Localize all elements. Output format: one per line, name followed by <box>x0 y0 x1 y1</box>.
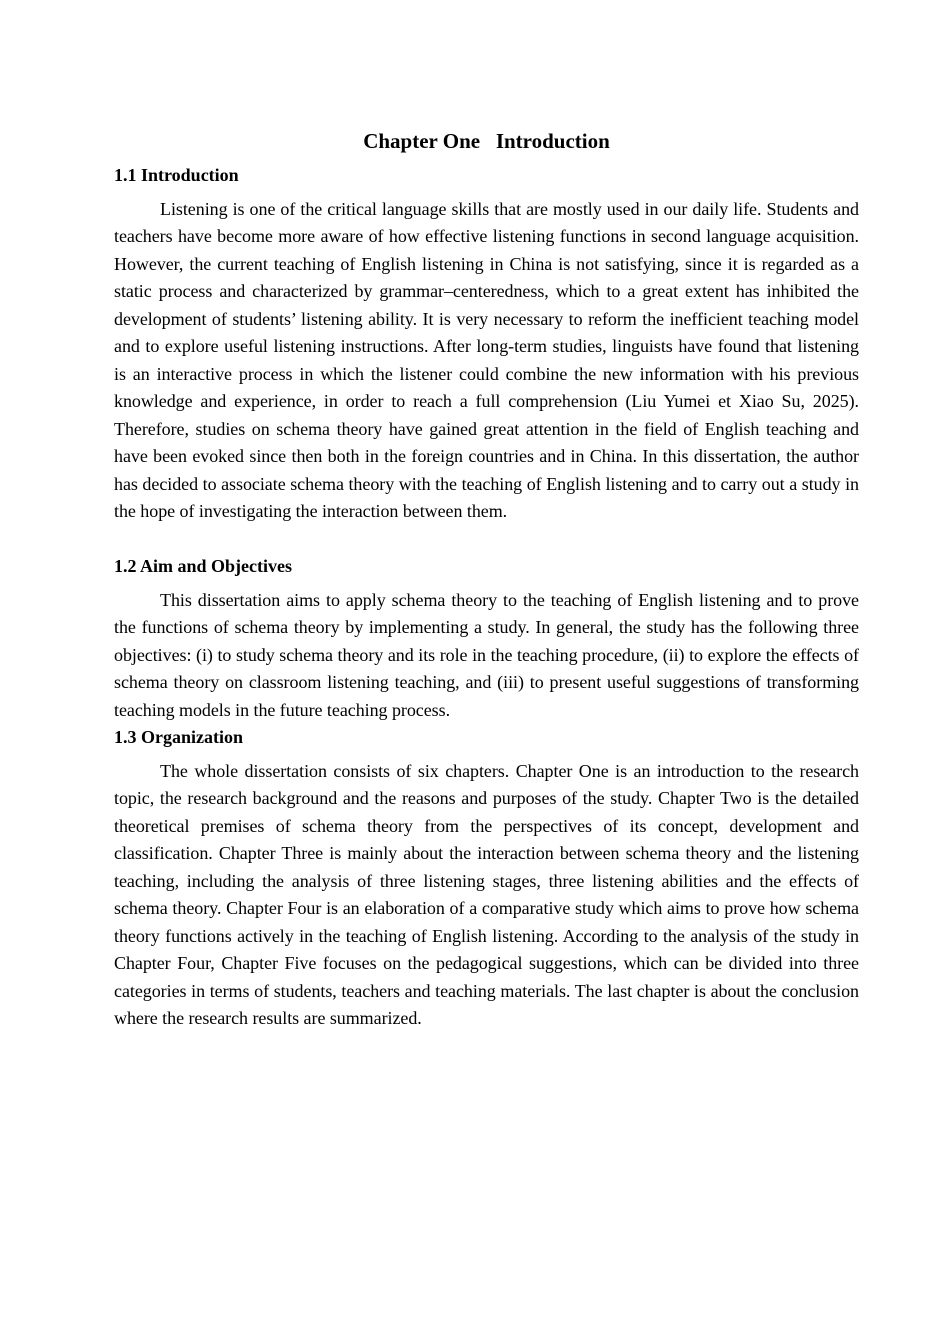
section-aim-and-objectives <box>114 553 859 724</box>
section-paragraph: Listening is one of the critical language skills that are mostly used in our daily life. Students and teachers have become more aware of how effective listening functions in second language acquisition. However, the current teaching of English listening in China is not satisfying, since it is regarded as a static process and characterized by grammar–centeredness, which to a great extent has inhibited the development of students’ listening ability. It is very necessary to reform the inefficient teaching model and to explore useful listening instructions. After long-term studies, linguists have found that listening is an interactive process in which the listener could combine the new information with his previous knowledge and experience, in order to reach a full comprehension (Liu Yumei et Xiao Su, 2025). Therefore, studies on schema theory have gained great attention in the field of English teaching and have been evoked since then both in the foreign countries and in China. In this dissertation, the author has decided to associate schema theory with the teaching of English listening and to carry out a study in the hope of investigating the interaction between them. <box>114 198 859 521</box>
section-organization <box>114 724 859 1033</box>
section-introduction <box>114 162 859 526</box>
section-paragraph: The whole dissertation consists of six chapters. Chapter One is an introduction to the research topic, the research background and the reasons and purposes of the study. Chapter Two is the detailed theoretical premises of schema theory from the perspectives of its concept, development and classification. Chapter Three is mainly about the interaction between schema theory and the listening teaching, including the analysis of three listening stages, three listening abilities and the effects of schema theory. Chapter Four is an elaboration of a comparative study which aims to prove how schema theory functions actively in the teaching of English listening. According to the analysis of the study in Chapter Four, Chapter Five focuses on the pedagogical suggestions, which can be divided into three categories in terms of students, teachers and teaching materials. The last chapter is about the conclusion where the research results are summarized. <box>114 760 859 1028</box>
section-heading: 1.2 Aim and Objectives <box>114 556 292 576</box>
section-heading: 1.1 Introduction <box>114 165 239 185</box>
section-heading: 1.3 Organization <box>114 727 243 747</box>
section-paragraph: This dissertation aims to apply schema theory to the teaching of English listening and to prove the functions of schema theory by implementing a study. In general, the study has the following three objectives: (i) to study schema theory and its role in the teaching procedure, (ii) to explore the effects of schema theory on classroom listening teaching, and (iii) to present useful suggestions of transforming teaching models in the future teaching process. <box>114 589 859 720</box>
chapter-title: Chapter One Introduction <box>363 129 610 154</box>
